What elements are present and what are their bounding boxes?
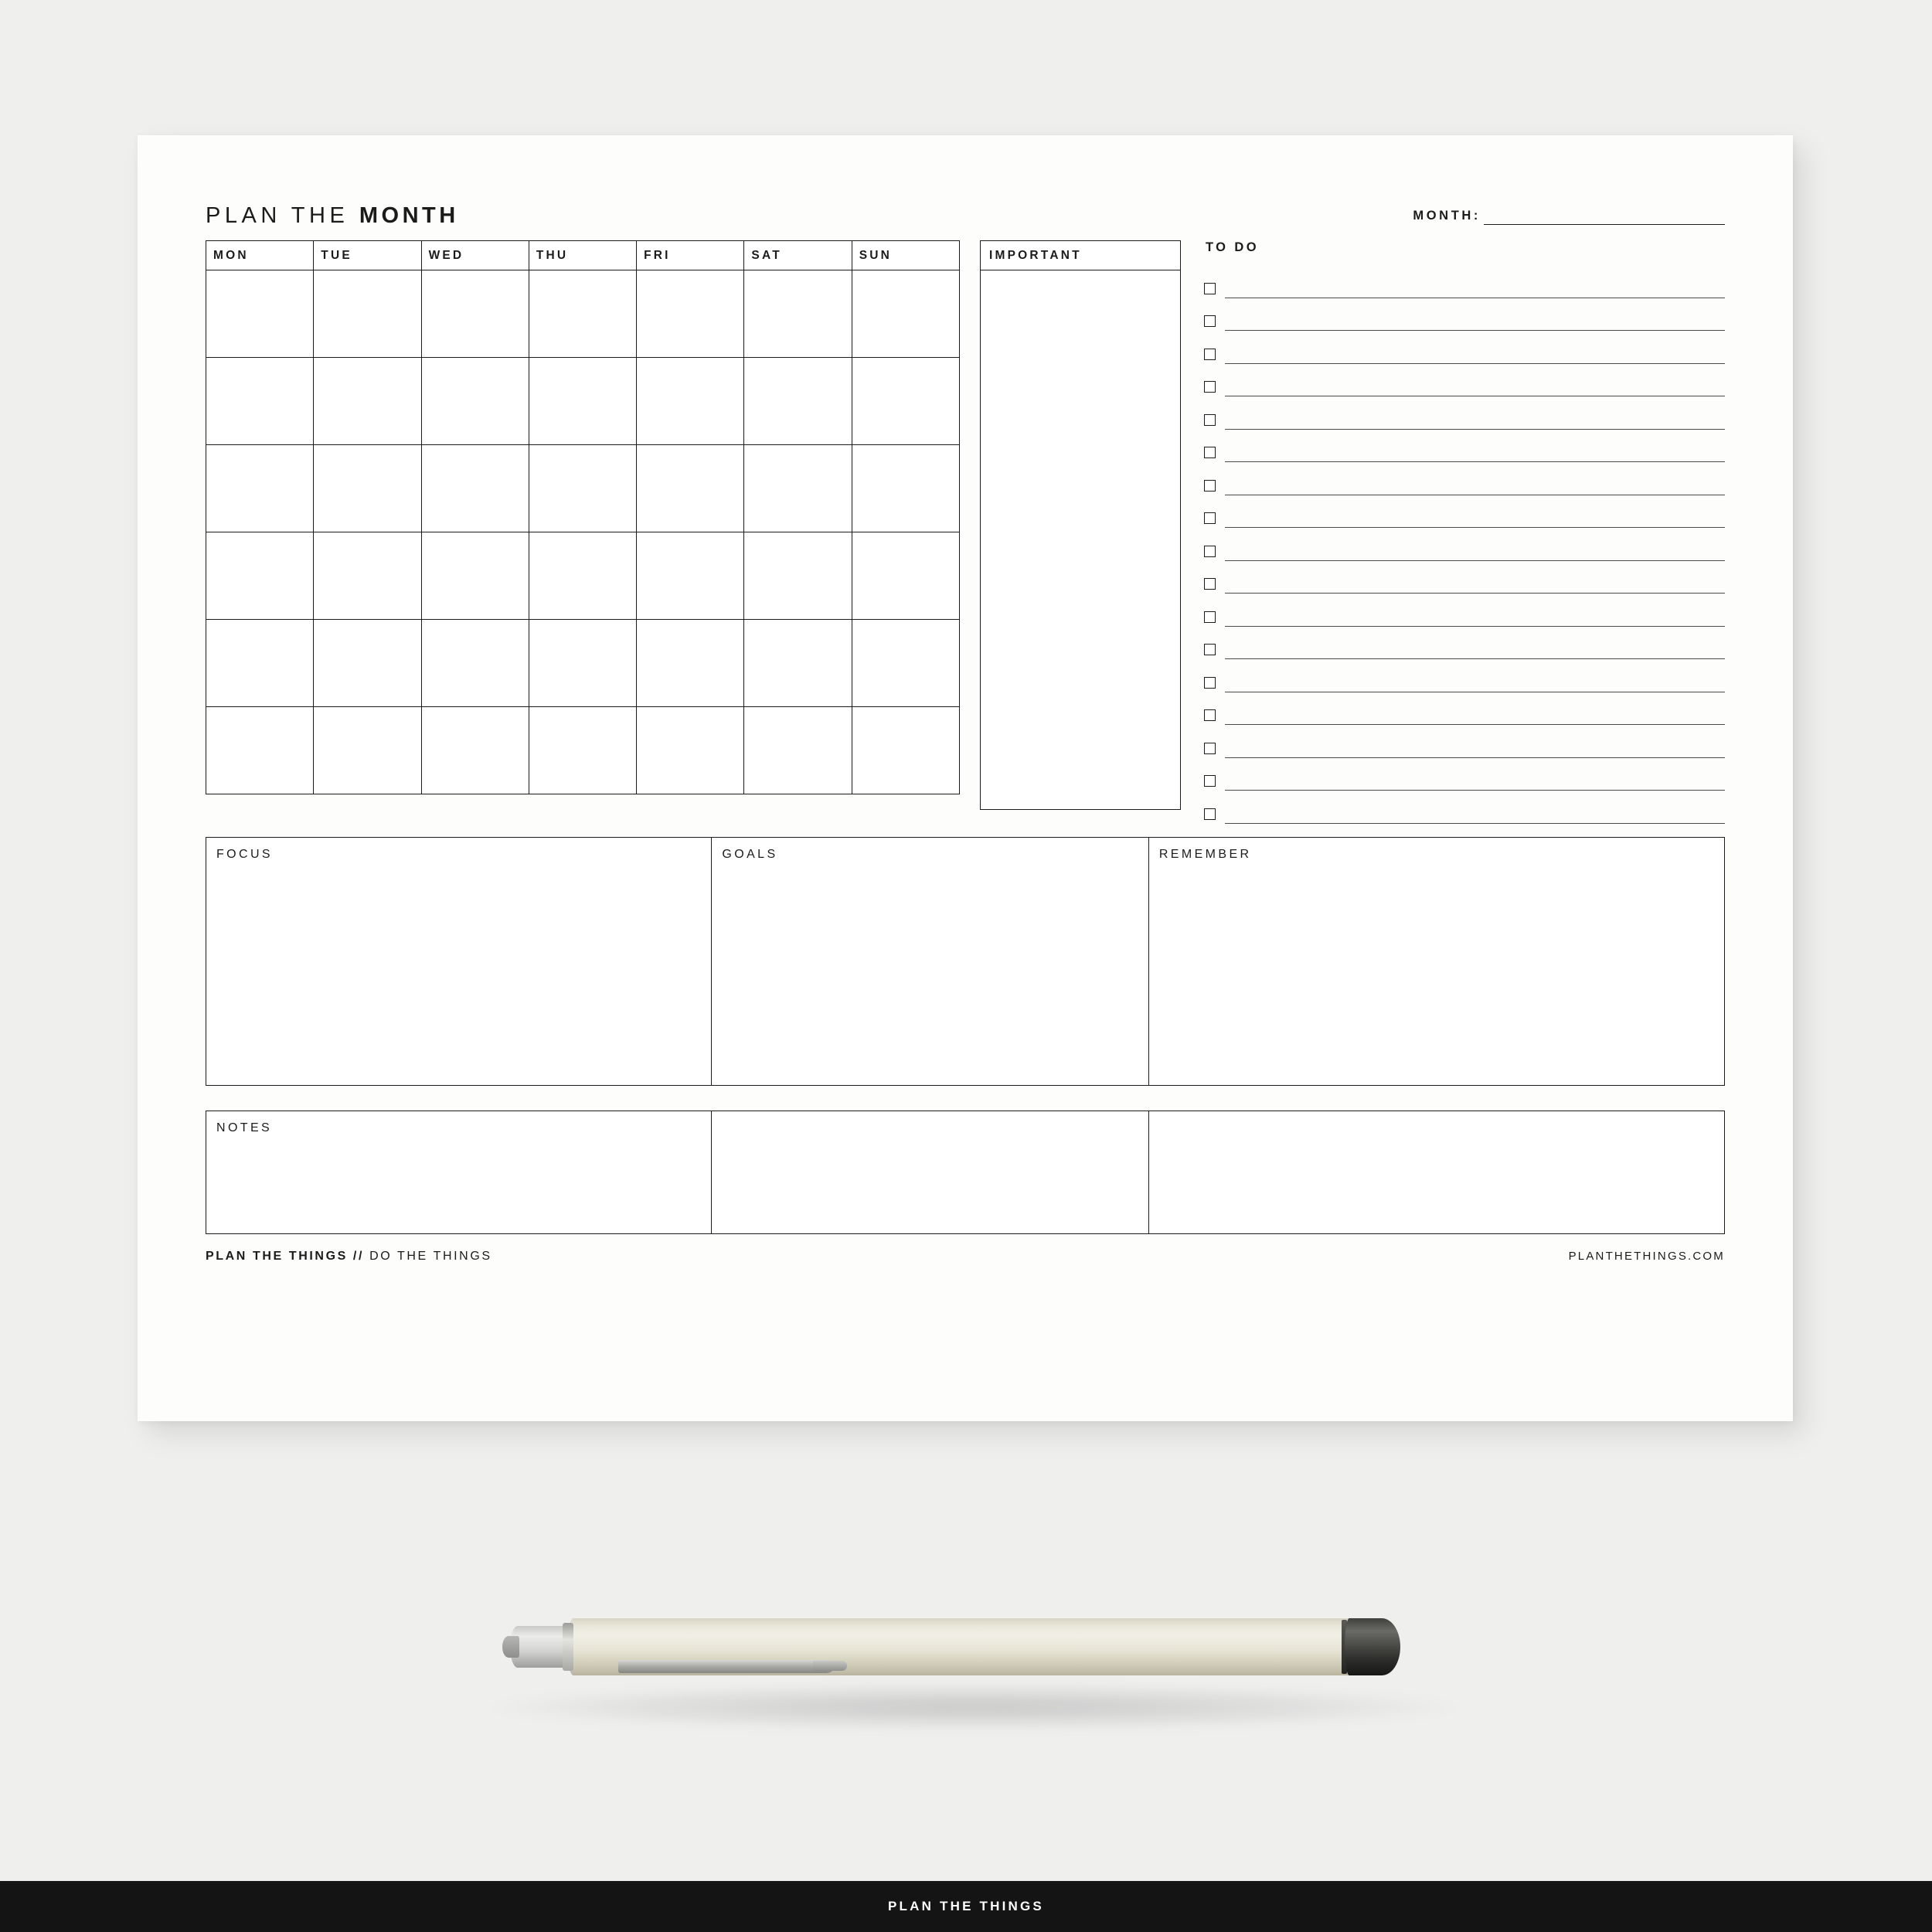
todo-write-line[interactable] xyxy=(1225,527,1725,528)
checkbox-icon[interactable] xyxy=(1204,349,1216,360)
footer-brand-bold: PLAN THE THINGS xyxy=(206,1250,348,1263)
calendar-day-cell[interactable] xyxy=(744,358,852,445)
todo-write-line[interactable] xyxy=(1225,823,1725,824)
weekday-tue: TUE xyxy=(314,241,421,270)
remember-box[interactable] xyxy=(1148,837,1725,1086)
important-box[interactable] xyxy=(980,240,1181,810)
checkbox-icon[interactable] xyxy=(1204,808,1216,820)
calendar-day-cell[interactable] xyxy=(637,445,744,532)
calendar-day-cell[interactable] xyxy=(637,358,744,445)
calendar-week-row xyxy=(206,707,960,794)
todo-item[interactable] xyxy=(1204,298,1725,332)
page-title-light: PLAN THE xyxy=(206,203,359,228)
calendar-day-cell[interactable] xyxy=(206,532,314,620)
pen-clip-tip xyxy=(813,1661,847,1671)
todo-write-line[interactable] xyxy=(1225,658,1725,659)
weekday-fri: FRI xyxy=(637,241,744,270)
todo-write-line[interactable] xyxy=(1225,724,1725,725)
footer-website: PLANTHETHINGS.COM xyxy=(1568,1250,1725,1263)
checkbox-icon[interactable] xyxy=(1204,283,1216,294)
calendar-day-cell[interactable] xyxy=(744,270,852,358)
todo-write-line[interactable] xyxy=(1225,461,1725,462)
checkbox-icon[interactable] xyxy=(1204,480,1216,492)
checkbox-icon[interactable] xyxy=(1204,644,1216,655)
calendar-day-cell[interactable] xyxy=(529,532,637,620)
todo-write-line[interactable] xyxy=(1225,757,1725,758)
header xyxy=(206,197,1725,240)
calendar-week-row xyxy=(206,445,960,532)
calendar-day-cell[interactable] xyxy=(206,445,314,532)
weekday-thu: THU xyxy=(529,241,637,270)
calendar-day-cell[interactable] xyxy=(637,532,744,620)
calendar-day-cell[interactable] xyxy=(637,270,744,358)
calendar-day-cell[interactable] xyxy=(422,620,529,707)
todo-item[interactable] xyxy=(1204,659,1725,692)
calendar-day-cell[interactable] xyxy=(744,445,852,532)
pen-cap xyxy=(1345,1618,1400,1675)
goals-label: GOALS xyxy=(722,848,778,861)
goals-box[interactable] xyxy=(711,837,1149,1086)
calendar-day-cell[interactable] xyxy=(852,707,960,794)
todo-write-line[interactable] xyxy=(1225,790,1725,791)
calendar-day-cell[interactable] xyxy=(314,445,421,532)
todo-item[interactable] xyxy=(1204,791,1725,824)
calendar-day-cell[interactable] xyxy=(422,707,529,794)
checkbox-icon[interactable] xyxy=(1204,775,1216,787)
page-title-bold: MONTH xyxy=(359,203,459,228)
weekday-mon: MON xyxy=(206,241,314,270)
checkbox-icon[interactable] xyxy=(1204,743,1216,754)
todo-item[interactable] xyxy=(1204,758,1725,791)
calendar-day-cell[interactable] xyxy=(744,620,852,707)
calendar-day-cell[interactable] xyxy=(529,620,637,707)
pen xyxy=(501,1611,1444,1685)
checkbox-icon[interactable] xyxy=(1204,709,1216,721)
calendar-day-cell[interactable] xyxy=(529,707,637,794)
todo-item[interactable] xyxy=(1204,462,1725,495)
planner-sheet xyxy=(138,135,1793,1421)
focus-box[interactable] xyxy=(206,837,713,1086)
todo-item[interactable] xyxy=(1204,364,1725,397)
calendar-day-cell[interactable] xyxy=(314,270,421,358)
calendar-day-cell[interactable] xyxy=(852,445,960,532)
calendar-day-cell[interactable] xyxy=(744,532,852,620)
planner-content xyxy=(206,197,1725,1364)
notes-box-3[interactable] xyxy=(1148,1111,1725,1234)
todo-item[interactable] xyxy=(1204,627,1725,660)
todo-item[interactable] xyxy=(1204,396,1725,430)
checkbox-icon[interactable] xyxy=(1204,447,1216,458)
weekday-sun: SUN xyxy=(852,241,960,270)
bottom-brand-text: PLAN THE THINGS xyxy=(888,1899,1044,1913)
checkbox-icon[interactable] xyxy=(1204,546,1216,557)
month-input-line[interactable] xyxy=(1484,208,1725,225)
upper-section xyxy=(206,240,1725,809)
todo-write-line[interactable] xyxy=(1225,429,1725,430)
todo-list xyxy=(1204,265,1725,856)
todo-item[interactable] xyxy=(1204,265,1725,298)
checkbox-icon[interactable] xyxy=(1204,315,1216,327)
month-field[interactable] xyxy=(1413,208,1725,225)
calendar-day-cell[interactable] xyxy=(852,270,960,358)
calendar-week-row xyxy=(206,532,960,620)
todo-write-line[interactable] xyxy=(1225,560,1725,561)
calendar-day-cell[interactable] xyxy=(206,707,314,794)
month-label: MONTH: xyxy=(1413,209,1481,223)
todo-item[interactable] xyxy=(1204,331,1725,364)
todo-item[interactable] xyxy=(1204,692,1725,726)
checkbox-icon[interactable] xyxy=(1204,677,1216,689)
calendar-day-cell[interactable] xyxy=(852,532,960,620)
todo-item[interactable] xyxy=(1204,528,1725,561)
todo-section xyxy=(1204,240,1725,856)
calendar-week-row xyxy=(206,358,960,445)
todo-item[interactable] xyxy=(1204,430,1725,463)
remember-label: REMEMBER xyxy=(1158,848,1252,861)
todo-item[interactable] xyxy=(1204,561,1725,594)
calendar-day-cell[interactable] xyxy=(206,358,314,445)
calendar-week-row xyxy=(206,620,960,707)
calendar-day-cell[interactable] xyxy=(744,707,852,794)
bottom-brand-bar xyxy=(0,1881,1932,1932)
checkbox-icon[interactable] xyxy=(1204,381,1216,393)
calendar-day-cell[interactable] xyxy=(314,532,421,620)
calendar-day-cell[interactable] xyxy=(206,620,314,707)
pen-shadow xyxy=(487,1685,1461,1730)
calendar-day-cell[interactable] xyxy=(314,358,421,445)
todo-item[interactable] xyxy=(1204,495,1725,529)
important-label: IMPORTANT xyxy=(981,241,1180,270)
calendar-day-cell[interactable] xyxy=(637,620,744,707)
notes-row xyxy=(206,1111,1725,1234)
footer-brand-sep: // xyxy=(347,1250,370,1263)
notes-label: NOTES xyxy=(216,1121,273,1134)
calendar-day-cell[interactable] xyxy=(422,358,529,445)
calendar-week-row xyxy=(206,270,960,358)
checkbox-icon[interactable] xyxy=(1204,414,1216,426)
todo-item[interactable] xyxy=(1204,725,1725,758)
pen-tip xyxy=(502,1636,519,1658)
checkbox-icon[interactable] xyxy=(1204,611,1216,623)
page-title xyxy=(206,203,459,229)
calendar-day-cell[interactable] xyxy=(852,620,960,707)
weekday-sat: SAT xyxy=(744,241,852,270)
calendar-grid xyxy=(206,240,960,794)
calendar-day-cell[interactable] xyxy=(314,707,421,794)
weekday-wed: WED xyxy=(422,241,529,270)
todo-write-line[interactable] xyxy=(1225,593,1725,594)
todo-item[interactable] xyxy=(1204,594,1725,627)
pen-clip-body xyxy=(618,1660,835,1673)
checkbox-icon[interactable] xyxy=(1204,578,1216,590)
calendar-day-cell[interactable] xyxy=(529,270,637,358)
todo-write-line[interactable] xyxy=(1225,330,1725,331)
pen-clip xyxy=(618,1660,835,1680)
calendar-day-cell[interactable] xyxy=(637,707,744,794)
todo-write-line[interactable] xyxy=(1225,363,1725,364)
footer-brand xyxy=(206,1250,492,1264)
pen-ring xyxy=(563,1623,573,1671)
calendar-header-row xyxy=(206,241,960,270)
calendar-day-cell[interactable] xyxy=(422,270,529,358)
notes-box-2[interactable] xyxy=(711,1111,1149,1234)
todo-label: TO DO xyxy=(1206,240,1259,254)
focus-label: FOCUS xyxy=(216,848,273,861)
middle-boxes xyxy=(206,837,1725,1086)
calendar-body xyxy=(206,270,960,794)
calendar-day-cell[interactable] xyxy=(422,445,529,532)
calendar-day-cell[interactable] xyxy=(852,358,960,445)
calendar-day-cell[interactable] xyxy=(529,358,637,445)
calendar-day-cell[interactable] xyxy=(314,620,421,707)
footer-brand-light: DO THE THINGS xyxy=(369,1250,492,1263)
calendar-day-cell[interactable] xyxy=(206,270,314,358)
sheet-footer xyxy=(206,1250,1725,1264)
checkbox-icon[interactable] xyxy=(1204,512,1216,524)
calendar-day-cell[interactable] xyxy=(529,445,637,532)
calendar-day-cell[interactable] xyxy=(422,532,529,620)
notes-box[interactable] xyxy=(206,1111,713,1234)
todo-write-line[interactable] xyxy=(1225,626,1725,627)
